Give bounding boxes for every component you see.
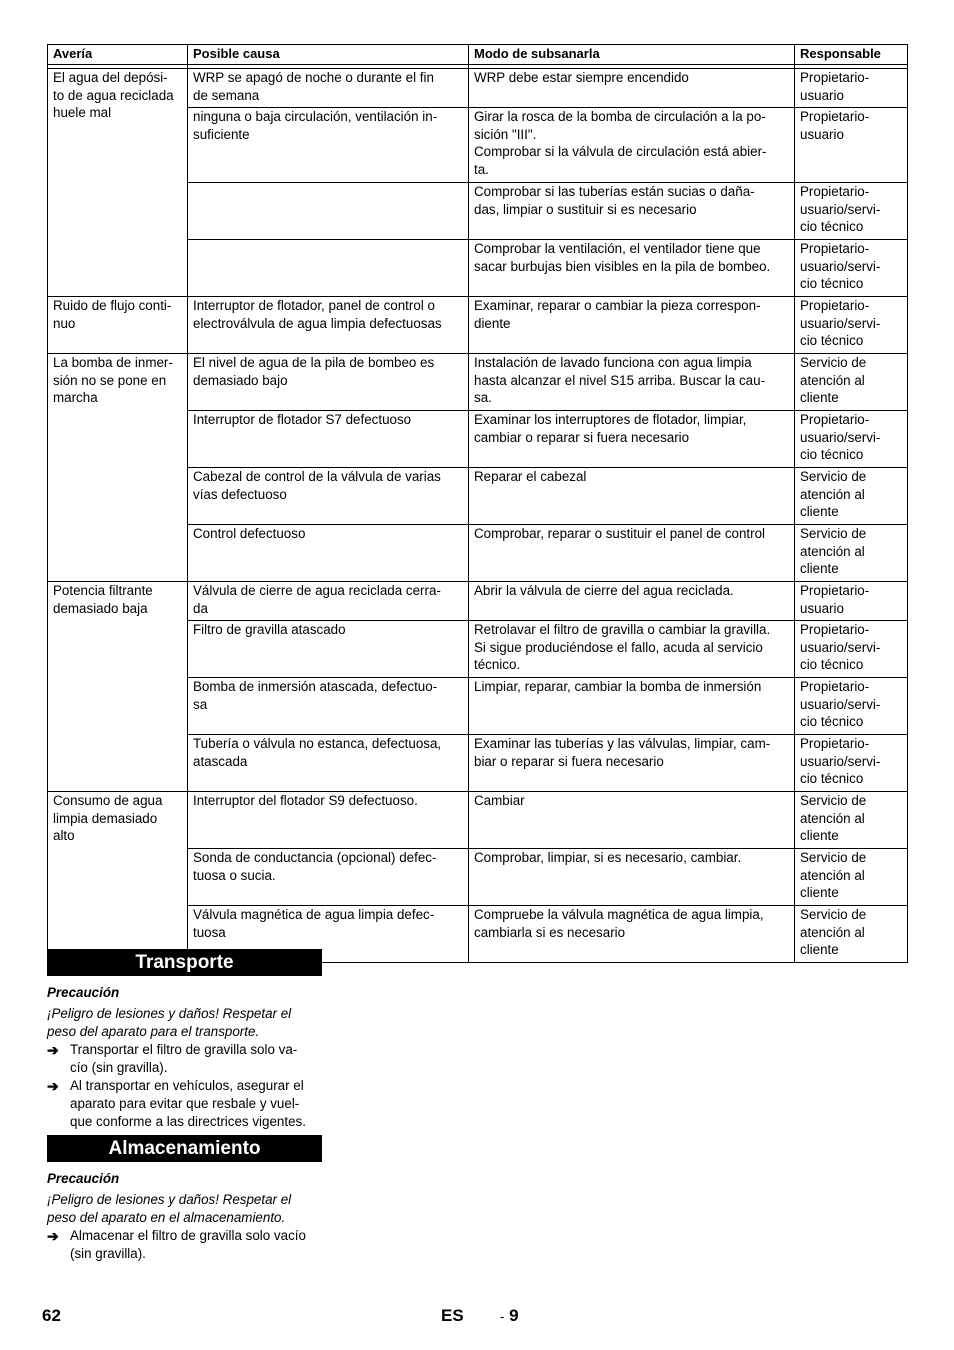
- caution-label: Precaución: [47, 985, 120, 1000]
- step-item: [47, 1077, 325, 1131]
- step-item: [47, 1227, 325, 1263]
- text-line: Si sigue produciéndose el fallo, acuda al servicio: [474, 639, 763, 655]
- text-line: Instalación de lavado funciona con agua limpia: [474, 355, 752, 370]
- responsible-cell: [795, 108, 908, 183]
- fault-cell: [48, 582, 188, 792]
- text-line: Propietario-: [800, 622, 870, 637]
- text-line: cliente: [800, 828, 839, 844]
- text-line: Interruptor de flotador S7 defectuoso: [193, 412, 412, 427]
- text-line: El agua del depósi-: [53, 70, 168, 85]
- text-line: Bomba de inmersión atascada, defectuo-: [193, 679, 438, 694]
- text-line: Cambiar: [474, 793, 525, 808]
- text-line: atención al: [800, 810, 865, 826]
- text-line: peso del aparato en el almacenamiento.: [47, 1210, 286, 1225]
- text-line: atención al: [800, 543, 865, 559]
- responsible-cell: [795, 906, 908, 963]
- responsible-cell: [795, 678, 908, 735]
- text-line: to de agua reciclada: [53, 87, 174, 103]
- text-line: Propietario-: [800, 70, 870, 85]
- text-line: atención al: [800, 867, 865, 883]
- text-line: Consumo de agua: [53, 793, 163, 808]
- text-line: demasiado bajo: [193, 372, 288, 388]
- text-line: usuario/servi-: [800, 315, 881, 331]
- table-row: [48, 792, 908, 849]
- remedy-cell: [469, 69, 795, 108]
- text-line: Retrolavar el filtro de gravilla o cambiar la gravilla.: [474, 622, 771, 637]
- responsible-cell: [795, 411, 908, 468]
- remedy-cell: [469, 582, 795, 621]
- text-line: Examinar las tuberías y las válvulas, limpiar, cam-: [474, 736, 771, 751]
- remedy-cell: [469, 735, 795, 792]
- text-line: nuo: [53, 315, 76, 331]
- text-line: ninguna o baja circulación, ventilación in-: [193, 109, 438, 124]
- text-line: cambiarla si es necesario: [474, 924, 626, 940]
- transport-section: [47, 984, 325, 1131]
- text-line: cambiar o reparar si fuera necesario: [474, 429, 690, 445]
- text-line: diente: [474, 315, 511, 331]
- text-line: cliente: [800, 390, 839, 406]
- remedy-cell: [469, 354, 795, 411]
- text-line: sa: [193, 696, 208, 712]
- cause-cell: [188, 849, 469, 906]
- text-line: peso del aparato para el transporte.: [47, 1024, 260, 1039]
- text-line: Almacenar el filtro de gravilla solo vacío: [70, 1228, 306, 1243]
- text-line: sición "III".: [474, 126, 537, 142]
- text-line: cliente: [800, 504, 839, 520]
- section-heading-storage: Almacenamiento: [47, 1135, 322, 1162]
- text-line: (sin gravilla).: [70, 1246, 146, 1261]
- text-line: Servicio de: [800, 355, 867, 370]
- text-line: que conforme a las directrices vigentes.: [70, 1114, 306, 1129]
- step-text: [70, 1077, 325, 1131]
- text-line: Servicio de: [800, 793, 867, 808]
- text-line: limpia demasiado: [53, 810, 158, 826]
- fault-cell: [48, 69, 188, 297]
- section-page: [500, 1306, 519, 1327]
- text-line: atascada: [193, 753, 248, 769]
- remedy-cell: [469, 621, 795, 678]
- text-line: Potencia filtrante: [53, 583, 153, 598]
- text-line: Comprobar, limpiar, si es necesario, cambiar.: [474, 850, 742, 865]
- text-line: Examinar, reparar o cambiar la pieza correspon-: [474, 298, 761, 313]
- responsible-cell: [795, 849, 908, 906]
- table-body: [48, 69, 908, 963]
- troubleshooting-table: [47, 44, 908, 963]
- table-row: [48, 69, 908, 108]
- step-text: [70, 1227, 325, 1263]
- text-line: Al transportar en vehículos, asegurar el: [70, 1078, 304, 1093]
- text-line: atención al: [800, 372, 865, 388]
- text-line: da: [193, 600, 208, 616]
- table-row: [48, 354, 908, 411]
- text-line: WRP se apagó de noche o durante el fin: [193, 70, 434, 85]
- text-line: Ruido de flujo conti-: [53, 298, 172, 313]
- text-line: Propietario-: [800, 184, 870, 199]
- cause-cell: [188, 240, 469, 297]
- text-line: Propietario-: [800, 298, 870, 313]
- section-heading-transport: Transporte: [47, 949, 322, 976]
- text-line: Compruebe la válvula magnética de agua limpia,: [474, 907, 764, 922]
- cause-cell: [188, 525, 469, 582]
- text-line: Comprobar, reparar o sustituir el panel de control: [474, 526, 766, 541]
- step-list: [47, 1041, 325, 1131]
- text-line: hasta alcanzar el nivel S15 arriba. Buscar la cau-: [474, 372, 766, 388]
- text-line: Reparar el cabezal: [474, 469, 587, 484]
- text-line: Comprobar si las tuberías están sucias o daña-: [474, 184, 755, 199]
- cause-cell: [188, 183, 469, 240]
- text-line: Interruptor del flotador S9 defectuoso.: [193, 793, 418, 808]
- header-cause: Posible causa: [188, 45, 469, 65]
- text-line: Tubería o válvula no estanca, defectuosa,: [193, 736, 442, 751]
- text-line: Interruptor de flotador, panel de control o: [193, 298, 435, 313]
- text-line: Filtro de gravilla atascado: [193, 622, 346, 637]
- page-number: 62: [42, 1306, 61, 1325]
- text-line: usuario/servi-: [800, 696, 881, 712]
- storage-section: [47, 1170, 325, 1263]
- remedy-cell: [469, 411, 795, 468]
- text-line: sacar burbujas bien visibles en la pila de bombeo.: [474, 258, 771, 274]
- text-line: usuario/servi-: [800, 753, 881, 769]
- remedy-cell: [469, 183, 795, 240]
- text-line: La bomba de inmer-: [53, 355, 173, 370]
- table-row: [48, 297, 908, 354]
- responsible-cell: [795, 69, 908, 108]
- text-line: de semana: [193, 87, 260, 103]
- text-line: aparato para evitar que resbale y vuel-: [70, 1096, 300, 1111]
- step-item: [47, 1041, 325, 1077]
- text-line: usuario: [800, 87, 844, 103]
- text-line: usuario: [800, 126, 844, 142]
- fault-cell: [48, 354, 188, 582]
- text-line: Servicio de: [800, 469, 867, 484]
- text-line: ¡Peligro de lesiones y daños! Respetar el: [47, 1006, 292, 1021]
- text-line: Limpiar, reparar, cambiar la bomba de inmersión: [474, 679, 762, 694]
- text-line: usuario: [800, 600, 844, 616]
- text-line: Propietario-: [800, 109, 870, 124]
- text-line: cio técnico: [800, 657, 864, 673]
- text-line: usuario/servi-: [800, 639, 881, 655]
- fault-cell: [48, 792, 188, 963]
- cause-cell: [188, 735, 469, 792]
- caution-label: Precaución: [47, 1171, 120, 1186]
- table-header-row: [48, 45, 908, 65]
- remedy-cell: [469, 468, 795, 525]
- text-line: atención al: [800, 486, 865, 502]
- remedy-cell: [469, 792, 795, 849]
- text-line: El nivel de agua de la pila de bombeo es: [193, 355, 435, 370]
- text-line: Propietario-: [800, 241, 870, 256]
- header-remedy: Modo de subsanarla: [469, 45, 795, 65]
- cause-cell: [188, 411, 469, 468]
- cause-cell: [188, 69, 469, 108]
- text-line: sa.: [474, 390, 492, 406]
- text-line: Propietario-: [800, 736, 870, 751]
- text-line: Transportar el filtro de gravilla solo va-: [70, 1042, 298, 1057]
- text-line: cliente: [800, 942, 839, 958]
- cause-cell: [188, 792, 469, 849]
- text-line: atención al: [800, 924, 865, 940]
- text-line: Válvula de cierre de agua reciclada cerra-: [193, 583, 441, 598]
- text-line: huele mal: [53, 105, 112, 121]
- cause-cell: [188, 678, 469, 735]
- remedy-cell: [469, 906, 795, 963]
- text-line: usuario/servi-: [800, 429, 881, 445]
- text-line: usuario/servi-: [800, 258, 881, 274]
- text-line: cliente: [800, 885, 839, 901]
- step-text: [70, 1041, 325, 1077]
- remedy-cell: [469, 240, 795, 297]
- responsible-cell: [795, 525, 908, 582]
- text-line: cio técnico: [800, 219, 864, 235]
- text-line: Comprobar si la válvula de circulación está abier-: [474, 144, 767, 160]
- responsible-cell: [795, 792, 908, 849]
- remedy-cell: [469, 678, 795, 735]
- text-line: cío (sin gravilla).: [70, 1060, 168, 1075]
- responsible-cell: [795, 354, 908, 411]
- text-line: Examinar los interruptores de flotador, limpiar,: [474, 412, 747, 427]
- text-line: Servicio de: [800, 526, 867, 541]
- responsible-cell: [795, 621, 908, 678]
- responsible-cell: [795, 183, 908, 240]
- section-page-number: 9: [509, 1306, 519, 1325]
- text-line: Cabezal de control de la válvula de varias: [193, 469, 441, 484]
- text-line: vías defectuoso: [193, 486, 287, 502]
- text-line: marcha: [53, 390, 98, 406]
- language-code: ES: [441, 1306, 464, 1325]
- responsible-cell: [795, 297, 908, 354]
- text-line: cio técnico: [800, 714, 864, 730]
- text-line: electroválvula de agua limpia defectuosas: [193, 315, 442, 331]
- text-line: cio técnico: [800, 333, 864, 349]
- text-line: técnico.: [474, 657, 521, 673]
- text-line: cio técnico: [800, 771, 864, 787]
- step-list: [47, 1227, 325, 1263]
- warning-text: [47, 1005, 325, 1041]
- text-line: cliente: [800, 561, 839, 577]
- responsible-cell: [795, 582, 908, 621]
- responsible-cell: [795, 240, 908, 297]
- text-line: Propietario-: [800, 412, 870, 427]
- page-separator: -: [500, 1309, 505, 1324]
- text-line: das, limpiar o sustituir si es necesario: [474, 201, 697, 217]
- text-line: tuosa: [193, 924, 226, 940]
- cause-cell: [188, 354, 469, 411]
- text-line: Válvula magnética de agua limpia defec-: [193, 907, 435, 922]
- text-line: Servicio de: [800, 850, 867, 865]
- text-line: WRP debe estar siempre encendido: [474, 70, 689, 85]
- arrow-right-icon: ➔: [47, 1078, 59, 1094]
- text-line: Comprobar la ventilación, el ventilador tiene que: [474, 241, 761, 256]
- text-line: alto: [53, 828, 75, 844]
- text-line: ta.: [474, 161, 489, 177]
- remedy-cell: [469, 108, 795, 183]
- text-line: cio técnico: [800, 276, 864, 292]
- remedy-cell: [469, 525, 795, 582]
- responsible-cell: [795, 735, 908, 792]
- text-line: Sonda de conductancia (opcional) defec-: [193, 850, 437, 865]
- fault-cell: [48, 297, 188, 354]
- text-line: usuario/servi-: [800, 201, 881, 217]
- text-line: suficiente: [193, 126, 250, 142]
- header-fault: Avería: [48, 45, 188, 65]
- text-line: biar o reparar si fuera necesario: [474, 753, 664, 769]
- text-line: tuosa o sucia.: [193, 867, 276, 883]
- cause-cell: [188, 297, 469, 354]
- text-line: Control defectuoso: [193, 526, 306, 541]
- header-responsible: Responsable: [795, 45, 908, 65]
- text-line: Servicio de: [800, 907, 867, 922]
- cause-cell: [188, 621, 469, 678]
- cause-cell: [188, 468, 469, 525]
- text-line: demasiado baja: [53, 600, 148, 616]
- cause-cell: [188, 108, 469, 183]
- responsible-cell: [795, 468, 908, 525]
- text-line: Propietario-: [800, 679, 870, 694]
- text-line: ¡Peligro de lesiones y daños! Respetar el: [47, 1192, 292, 1207]
- cause-cell: [188, 582, 469, 621]
- arrow-right-icon: ➔: [47, 1042, 59, 1058]
- text-line: Propietario-: [800, 583, 870, 598]
- text-line: Girar la rosca de la bomba de circulación a la po-: [474, 109, 766, 124]
- text-line: cio técnico: [800, 447, 864, 463]
- arrow-right-icon: ➔: [47, 1228, 59, 1244]
- text-line: sión no se pone en: [53, 372, 167, 388]
- text-line: Abrir la válvula de cierre del agua reciclada.: [474, 583, 734, 598]
- warning-text: [47, 1191, 325, 1227]
- table-row: [48, 582, 908, 621]
- remedy-cell: [469, 849, 795, 906]
- remedy-cell: [469, 297, 795, 354]
